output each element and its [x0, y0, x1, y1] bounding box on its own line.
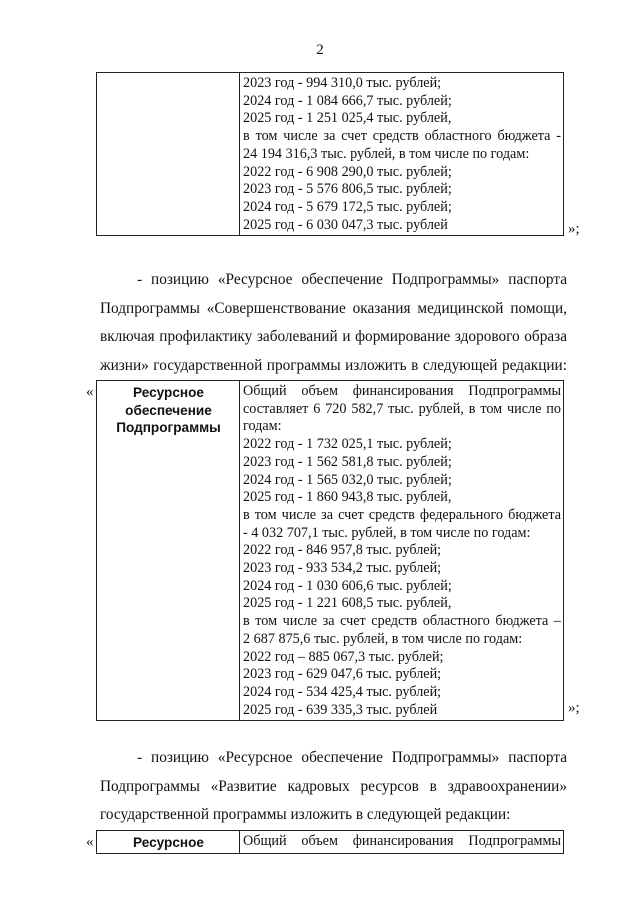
paragraph-line: государственной программы изложить в следующей редакции: [100, 806, 511, 824]
value-cell [240, 831, 564, 854]
label-line: Подпрограммы [116, 420, 221, 436]
value-line: 2024 год - 1 030 606,6 тыс. рублей; [243, 577, 452, 594]
value-line: в том числе за счет средств областного бюджета – [243, 613, 561, 630]
value-line: 2022 год - 846 957,8 тыс. рублей; [243, 542, 442, 559]
value-line: 2023 год - 629 047,6 тыс. рублей; [243, 666, 442, 683]
value-line: - 4 032 707,1 тыс. рублей, в том числе по годам: [243, 524, 531, 541]
instruction-paragraph-1 [100, 266, 567, 380]
value-line: в том числе за счет средств федерального бюджета [243, 506, 561, 523]
open-quote: « [86, 384, 94, 400]
paragraph-line: включая профилактику заболеваний и формирование здорового образа [100, 328, 567, 346]
paragraph-line: Подпрограммы «Развитие кадровых ресурсов в здравоохранении» [100, 777, 567, 795]
label-line: Ресурсное [133, 385, 204, 400]
close-quote: »; [568, 221, 580, 237]
label-cell [97, 381, 240, 721]
value-line: годам: [243, 418, 282, 435]
value-line: 2024 год - 1 565 032,0 тыс. рублей; [243, 471, 452, 488]
value-line: 2025 год - 6 030 047,3 тыс. рублей [243, 216, 448, 233]
label-cell-empty [97, 73, 240, 236]
value-line: 2023 год - 933 534,2 тыс. рублей; [243, 560, 442, 577]
value-line: 2 687 875,6 тыс. рублей, в том числе по годам: [243, 630, 523, 647]
label-cell [97, 831, 240, 854]
instruction-paragraph-2 [100, 744, 567, 830]
value-cell [240, 73, 564, 236]
value-line: 2023 год - 994 310,0 тыс. рублей; [243, 75, 442, 91]
open-quote: « [86, 834, 94, 850]
value-line: Общий объем финансирования Подпрограммы [243, 833, 561, 849]
paragraph-line: - позицию «Ресурсное обеспечение Подпрограммы» паспорта [137, 271, 567, 288]
value-line: 2025 год - 1 860 943,8 тыс. рублей, [243, 489, 452, 506]
value-line: составляет 6 720 582,7 тыс. рублей, в том числе по [243, 400, 561, 417]
paragraph-line: Подпрограммы «Совершенствование оказания медицинской помощи, [100, 299, 567, 317]
value-line: 2025 год - 1 251 025,4 тыс. рублей, [243, 110, 452, 127]
value-line: 2022 год - 6 908 290,0 тыс. рублей; [243, 163, 452, 180]
paragraph-line: жизни» государственной программы изложить в следующей редакции: [100, 356, 567, 374]
label-line: Ресурсное [133, 835, 204, 850]
value-line: в том числе за счет средств областного бюджета - [243, 128, 561, 145]
value-line: 2025 год - 1 221 608,5 тыс. рублей, [243, 595, 452, 612]
close-quote: »; [568, 700, 580, 716]
value-line: 2022 год – 885 067,3 тыс. рублей; [243, 648, 444, 665]
resource-table-continued [96, 72, 564, 236]
label-line: обеспечение [125, 402, 212, 418]
value-line: 2023 год - 1 562 581,8 тыс. рублей; [243, 453, 452, 470]
page-number: 2 [316, 42, 324, 58]
value-line: 24 194 316,3 тыс. рублей, в том числе по годам: [243, 145, 530, 162]
paragraph-line: - позицию «Ресурсное обеспечение Подпрограммы» паспорта [137, 749, 567, 766]
value-line: 2024 год - 5 679 172,5 тыс. рублей; [243, 198, 452, 215]
value-line: 2025 год - 639 335,3 тыс. рублей [243, 701, 438, 718]
value-line: 2024 год - 1 084 666,7 тыс. рублей; [243, 92, 452, 109]
value-line: Общий объем финансирования Подпрограммы [243, 383, 561, 399]
value-line: 2024 год - 534 425,4 тыс. рублей; [243, 683, 442, 700]
resource-table-2 [96, 380, 564, 721]
value-line: 2022 год - 1 732 025,1 тыс. рублей; [243, 436, 452, 453]
value-cell [240, 381, 564, 721]
value-line: 2023 год - 5 576 806,5 тыс. рублей; [243, 181, 452, 198]
resource-table-3 [96, 830, 564, 854]
